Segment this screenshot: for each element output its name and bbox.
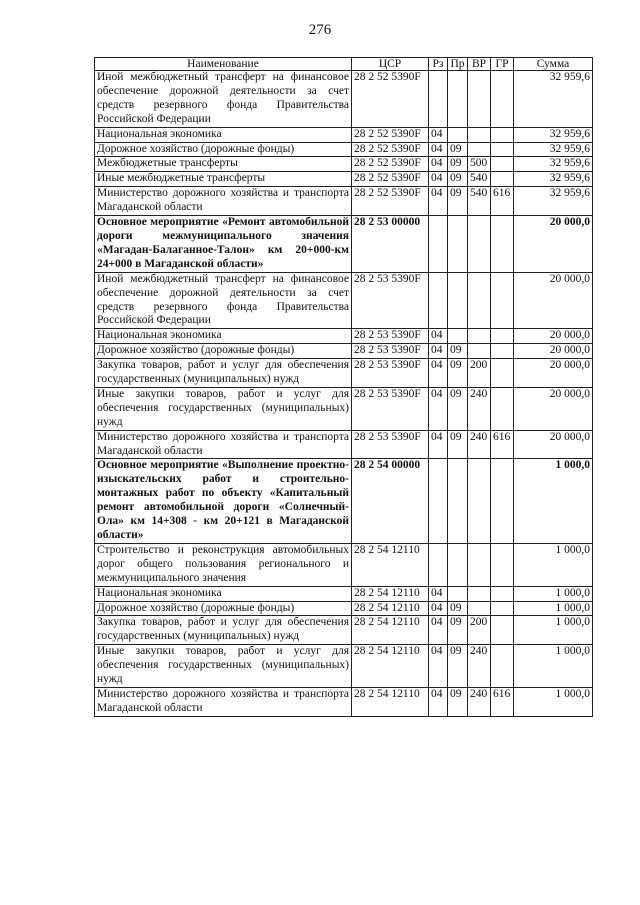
header-vr: ВР: [468, 58, 491, 71]
row-csr: 28 2 53 5390F: [352, 430, 429, 459]
row-vr: [468, 344, 491, 359]
row-rz: 04: [429, 157, 448, 172]
row-name: Межбюджетные трансферты: [95, 157, 352, 172]
table-row: [95, 272, 593, 329]
row-rz: [429, 216, 448, 273]
row-pr: 09: [448, 687, 468, 716]
row-rz: 04: [429, 616, 448, 645]
row-rz: [429, 71, 448, 128]
row-sum: 20 000,0: [514, 344, 593, 359]
row-rz: 04: [429, 344, 448, 359]
table-row: [95, 71, 593, 128]
table-row: [95, 616, 593, 645]
row-gr: [491, 601, 514, 616]
row-vr: [468, 216, 491, 273]
row-name: Иные закупки товаров, работ и услуг для обеспечения государственных (муниципальных) нужд: [95, 645, 352, 688]
row-name: Строительство и реконструкция автомобильных дорог общего пользования регионального и межмуниципального значения: [95, 543, 352, 586]
row-csr: 28 2 53 5390F: [352, 329, 429, 344]
page-number: 276: [308, 22, 332, 38]
row-vr: [468, 71, 491, 128]
row-csr: 28 2 53 5390F: [352, 387, 429, 430]
row-gr: [491, 272, 514, 329]
row-csr: 28 2 52 5390F: [352, 157, 429, 172]
row-pr: 09: [448, 142, 468, 157]
row-gr: [491, 216, 514, 273]
row-csr: 28 2 52 5390F: [352, 172, 429, 187]
table-row: [95, 216, 593, 273]
row-sum: 20 000,0: [514, 329, 593, 344]
row-name: Иной межбюджетный трансферт на финансовое обеспечение дорожной деятельности за счет средств резервного фонда Правительства Российской Федерации: [95, 272, 352, 329]
row-gr: [491, 344, 514, 359]
row-sum: 1 000,0: [514, 645, 593, 688]
row-vr: [468, 601, 491, 616]
row-pr: 09: [448, 387, 468, 430]
row-sum: 20 000,0: [514, 216, 593, 273]
row-csr: 28 2 53 5390F: [352, 359, 429, 388]
row-vr: 540: [468, 187, 491, 216]
row-sum: 32 959,6: [514, 142, 593, 157]
table-row: [95, 459, 593, 543]
row-rz: [429, 459, 448, 543]
row-rz: 04: [429, 127, 448, 142]
row-gr: [491, 172, 514, 187]
table-row: [95, 586, 593, 601]
row-name: Министерство дорожного хозяйства и транспорта Магаданской области: [95, 430, 352, 459]
row-csr: 28 2 52 5390F: [352, 187, 429, 216]
table-row: [95, 430, 593, 459]
header-sum: Сумма: [514, 58, 593, 71]
row-pr: [448, 127, 468, 142]
row-rz: [429, 543, 448, 586]
row-pr: [448, 216, 468, 273]
row-rz: 04: [429, 359, 448, 388]
row-name: Национальная экономика: [95, 586, 352, 601]
row-pr: 09: [448, 172, 468, 187]
row-vr: [468, 127, 491, 142]
header-name: Наименование: [95, 58, 352, 71]
row-name: Иной межбюджетный трансферт на финансовое обеспечение дорожной деятельности за счет средств резервного фонда Правительства Российской Федерации: [95, 71, 352, 128]
row-pr: 09: [448, 430, 468, 459]
row-name: Дорожное хозяйство (дорожные фонды): [95, 601, 352, 616]
row-gr: [491, 127, 514, 142]
row-vr: [468, 329, 491, 344]
row-rz: 04: [429, 387, 448, 430]
row-name: Дорожное хозяйство (дорожные фонды): [95, 142, 352, 157]
row-pr: 09: [448, 359, 468, 388]
row-sum: 20 000,0: [514, 359, 593, 388]
row-sum: 1 000,0: [514, 687, 593, 716]
row-pr: 09: [448, 616, 468, 645]
row-vr: [468, 543, 491, 586]
row-gr: [491, 142, 514, 157]
row-name: Основное мероприятие «Выполнение проектно-изыскательских работ и строительно-монтажных работ по объекту «Капитальный ремонт автомобильной дороги «Солнечный-Ола» км 14+308 - км 20+121 в Магаданской области»: [95, 459, 352, 543]
row-csr: 28 2 54 00000: [352, 459, 429, 543]
row-rz: 04: [429, 601, 448, 616]
row-rz: 04: [429, 187, 448, 216]
row-sum: 20 000,0: [514, 430, 593, 459]
row-csr: 28 2 54 12110: [352, 543, 429, 586]
row-vr: 540: [468, 172, 491, 187]
row-csr: 28 2 54 12110: [352, 601, 429, 616]
row-vr: [468, 459, 491, 543]
row-rz: 04: [429, 645, 448, 688]
row-pr: [448, 543, 468, 586]
table-row: [95, 359, 593, 388]
row-csr: 28 2 53 5390F: [352, 272, 429, 329]
table-row: [95, 142, 593, 157]
row-rz: [429, 272, 448, 329]
row-csr: 28 2 53 00000: [352, 216, 429, 273]
row-vr: 240: [468, 645, 491, 688]
table-row: [95, 543, 593, 586]
table-row: [95, 172, 593, 187]
row-csr: 28 2 52 5390F: [352, 127, 429, 142]
row-pr: 09: [448, 157, 468, 172]
row-gr: [491, 616, 514, 645]
row-gr: [491, 459, 514, 543]
row-sum: 32 959,6: [514, 157, 593, 172]
row-sum: 1 000,0: [514, 586, 593, 601]
row-gr: 616: [491, 430, 514, 459]
row-sum: 20 000,0: [514, 387, 593, 430]
header-rz: Рз: [429, 58, 448, 71]
row-pr: 09: [448, 601, 468, 616]
header-gr: ГР: [491, 58, 514, 71]
row-pr: [448, 329, 468, 344]
row-sum: 20 000,0: [514, 272, 593, 329]
row-name: Национальная экономика: [95, 127, 352, 142]
header-csr: ЦСР: [352, 58, 429, 71]
row-vr: 240: [468, 387, 491, 430]
row-name: Основное мероприятие «Ремонт автомобильной дороги межмуниципального значения «Магадан-Балаганное-Талон» км 20+000-км 24+000 в Магаданской области»: [95, 216, 352, 273]
row-pr: 09: [448, 645, 468, 688]
row-rz: 04: [429, 142, 448, 157]
row-vr: 240: [468, 687, 491, 716]
row-csr: 28 2 54 12110: [352, 586, 429, 601]
row-gr: [491, 71, 514, 128]
row-gr: 616: [491, 187, 514, 216]
row-sum: 1 000,0: [514, 616, 593, 645]
table-row: [95, 187, 593, 216]
row-csr: 28 2 52 5390F: [352, 71, 429, 128]
row-csr: 28 2 52 5390F: [352, 142, 429, 157]
row-sum: 32 959,6: [514, 187, 593, 216]
row-sum: 1 000,0: [514, 601, 593, 616]
row-vr: 200: [468, 616, 491, 645]
row-gr: [491, 543, 514, 586]
row-sum: 32 959,6: [514, 172, 593, 187]
row-pr: [448, 272, 468, 329]
row-sum: 1 000,0: [514, 543, 593, 586]
row-csr: 28 2 54 12110: [352, 616, 429, 645]
row-gr: [491, 359, 514, 388]
row-rz: 04: [429, 329, 448, 344]
row-rz: 04: [429, 172, 448, 187]
row-name: Иные межбюджетные трансферты: [95, 172, 352, 187]
row-vr: 200: [468, 359, 491, 388]
row-name: Иные закупки товаров, работ и услуг для обеспечения государственных (муниципальных) нужд: [95, 387, 352, 430]
table-row: [95, 645, 593, 688]
row-gr: [491, 157, 514, 172]
row-vr: [468, 586, 491, 601]
budget-table: [94, 57, 593, 717]
row-pr: [448, 459, 468, 543]
row-gr: [491, 645, 514, 688]
row-rz: 04: [429, 687, 448, 716]
table-row: [95, 127, 593, 142]
row-name: Министерство дорожного хозяйства и транспорта Магаданской области: [95, 187, 352, 216]
row-sum: 1 000,0: [514, 459, 593, 543]
row-vr: [468, 142, 491, 157]
row-gr: [491, 387, 514, 430]
row-rz: 04: [429, 586, 448, 601]
row-name: Дорожное хозяйство (дорожные фонды): [95, 344, 352, 359]
header-pr: Пр: [448, 58, 468, 71]
row-pr: [448, 586, 468, 601]
row-name: Закупка товаров, работ и услуг для обеспечения государственных (муниципальных) нужд: [95, 359, 352, 388]
row-gr: 616: [491, 687, 514, 716]
row-gr: [491, 586, 514, 601]
table-row: [95, 387, 593, 430]
row-name: Национальная экономика: [95, 329, 352, 344]
row-name: Министерство дорожного хозяйства и транспорта Магаданской области: [95, 687, 352, 716]
row-pr: [448, 71, 468, 128]
row-sum: 32 959,6: [514, 71, 593, 128]
row-vr: 500: [468, 157, 491, 172]
row-name: Закупка товаров, работ и услуг для обеспечения государственных (муниципальных) нужд: [95, 616, 352, 645]
table-row: [95, 344, 593, 359]
row-vr: 240: [468, 430, 491, 459]
row-rz: 04: [429, 430, 448, 459]
header-row: [95, 58, 593, 71]
row-pr: 09: [448, 344, 468, 359]
row-csr: 28 2 53 5390F: [352, 344, 429, 359]
row-pr: 09: [448, 187, 468, 216]
row-csr: 28 2 54 12110: [352, 687, 429, 716]
row-csr: 28 2 54 12110: [352, 645, 429, 688]
row-sum: 32 959,6: [514, 127, 593, 142]
table-row: [95, 601, 593, 616]
row-vr: [468, 272, 491, 329]
table-row: [95, 157, 593, 172]
table-row: [95, 329, 593, 344]
table-row: [95, 687, 593, 716]
row-gr: [491, 329, 514, 344]
